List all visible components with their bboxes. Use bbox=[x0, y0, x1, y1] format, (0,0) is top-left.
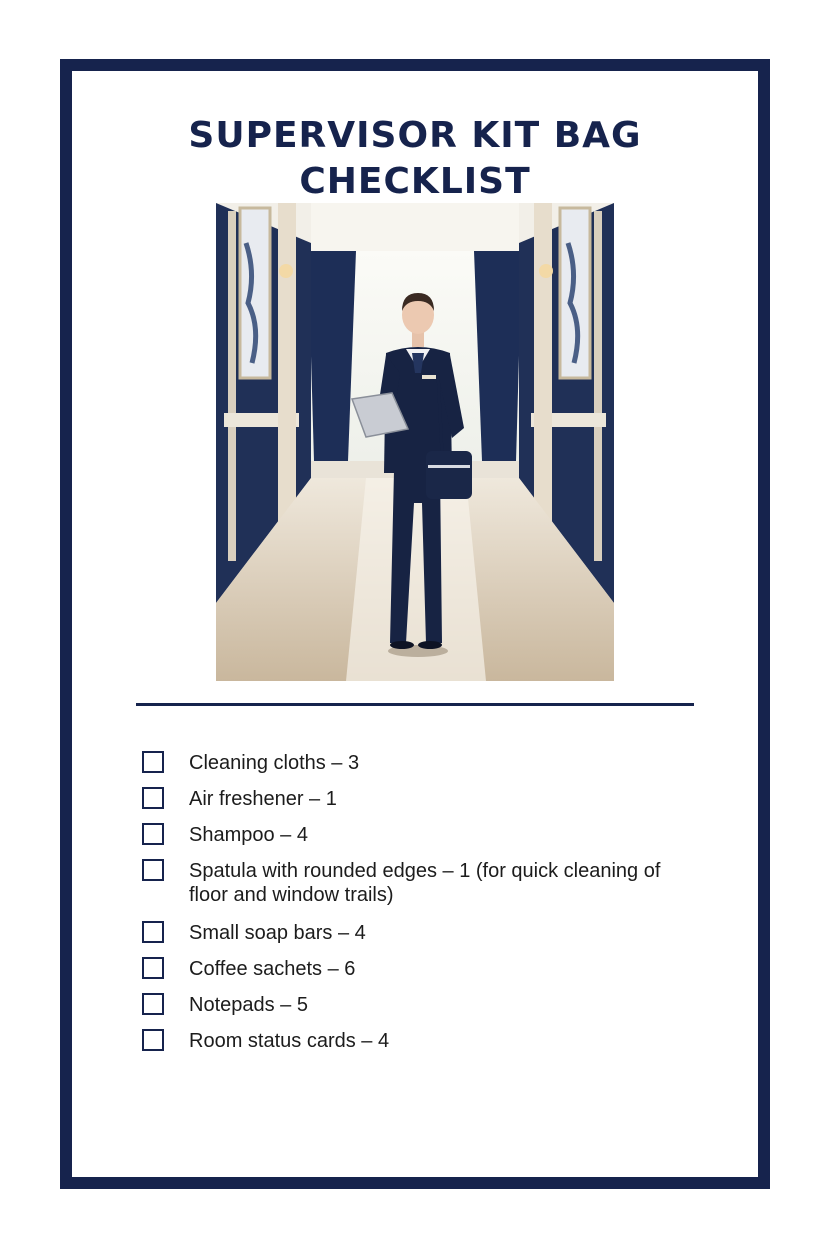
checklist-item-label: Shampoo – 4 bbox=[189, 824, 308, 846]
section-divider bbox=[136, 703, 694, 706]
checkbox[interactable] bbox=[142, 957, 164, 979]
checkbox[interactable] bbox=[142, 823, 164, 845]
checklist-item[interactable] bbox=[142, 751, 702, 775]
checklist-item-label: Air freshener – 1 bbox=[189, 788, 337, 810]
checklist-item[interactable] bbox=[142, 1029, 702, 1053]
checklist-item-label: Coffee sachets – 6 bbox=[189, 958, 356, 980]
supervisor-illustration bbox=[216, 203, 614, 681]
checkbox[interactable] bbox=[142, 993, 164, 1015]
title-line-1: SUPERVISOR KIT BAG bbox=[188, 115, 642, 156]
document-frame bbox=[60, 59, 770, 1189]
checklist-item[interactable] bbox=[142, 859, 702, 907]
title-line-2: CHECKLIST bbox=[299, 161, 531, 202]
checklist-item-label: Cleaning cloths – 3 bbox=[189, 752, 360, 774]
checklist-item-label: Notepads – 5 bbox=[189, 994, 308, 1016]
document-title bbox=[72, 113, 758, 205]
checklist-item[interactable] bbox=[142, 993, 702, 1017]
checkbox[interactable] bbox=[142, 787, 164, 809]
checkbox[interactable] bbox=[142, 751, 164, 773]
checklist-item[interactable] bbox=[142, 957, 702, 981]
checklist-item-label: Small soap bars – 4 bbox=[189, 922, 366, 944]
checklist-item[interactable] bbox=[142, 787, 702, 811]
checkbox[interactable] bbox=[142, 921, 164, 943]
checklist-item-label: Room status cards – 4 bbox=[189, 1030, 390, 1052]
checklist-item[interactable] bbox=[142, 921, 702, 945]
checkbox[interactable] bbox=[142, 1029, 164, 1051]
checkbox[interactable] bbox=[142, 859, 164, 881]
checklist-item[interactable] bbox=[142, 823, 702, 847]
kit-checklist bbox=[142, 751, 702, 1065]
supervisor-photo bbox=[216, 203, 614, 681]
checklist-item-label: Spatula with rounded edges – 1 (for quick cleaning of floor and window trails) bbox=[189, 860, 661, 906]
